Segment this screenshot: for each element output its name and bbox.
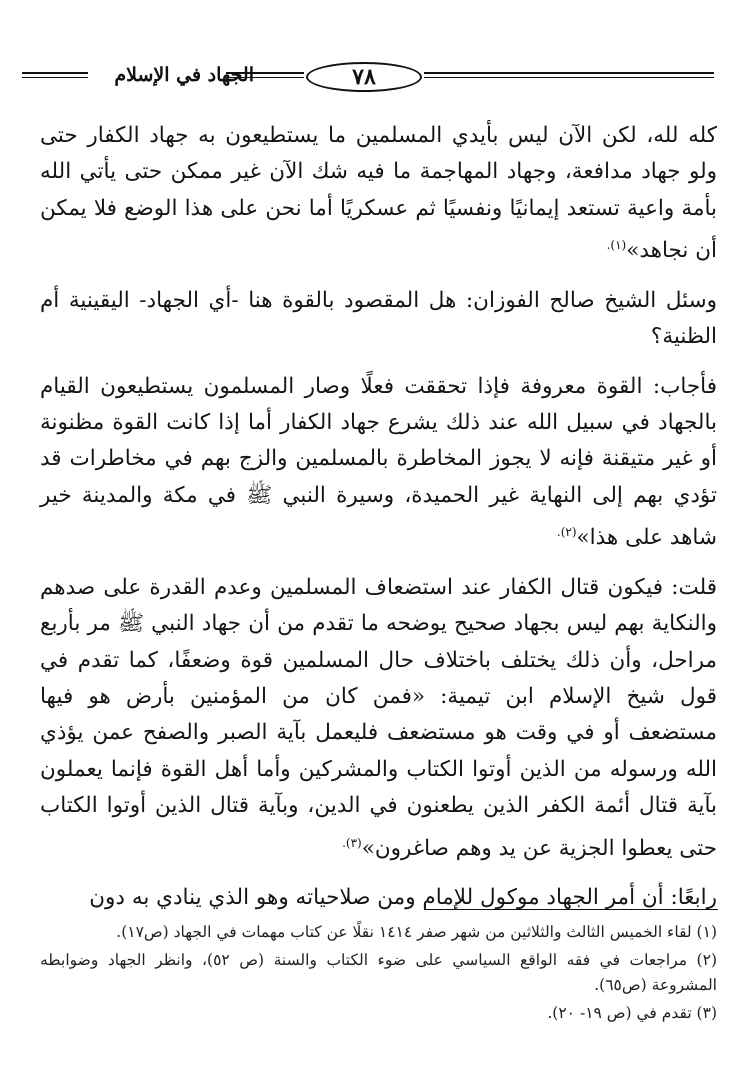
main-text bbox=[40, 118, 717, 930]
footnote: (٢) مراجعات في فقه الواقع السياسي على ضوء الكتاب والسنة (ص ٥٢)، وانظر الجهاد وضوابطه المشروعة (ص٦٥). bbox=[40, 951, 717, 994]
header-rule-right-top bbox=[424, 72, 714, 74]
paragraph: قلت: فيكون قتال الكفار عند استضعاف المسلمين وعدم القدرة على صدهم والنكاية بهم ليس بجهاد صحيح يوضحه ما تقدم من أن جهاد النبي ﷺ مر بأربع مراحل، وأن ذلك يختلف باختلاف حال المسلمين قوة وضعفًا، كما تقدم في قول شيخ الإسلام ابن تيمية: «فمن كان من المؤمنين بأرض هو فيها مستضعف أو في وقت هو مستضعف فليعمل بآية الصبر والصفح عمن يؤذي الله ورسوله من الذين أوتوا الكتاب والمشركين وأما أهل القوة فإنما يعملون بآية قتال أئمة الكفر الذين يطعنون في الدين، وبآية قتال الذين أوتوا الكتاب حتى يعطوا الجزية عن يد وهم صاغرون»$^{(٣).}$ bbox=[40, 574, 717, 861]
header-rule-left-bottom bbox=[22, 77, 88, 78]
paragraph: فأجاب: القوة معروفة فإذا تحققت فعلًا وصار المسلمون يستطيعون القيام بالجهاد في سبيل الله عند ذلك يشرع جهاد الكفار أما إذا كانت القوة مظنونة أو غير متيقنة فإنه لا يجوز المخاطرة بالمسلمين والزج بهم في مخاطرات قد تؤدي بهم إلى النهاية غير الحميدة، وسيرة النبي ﷺ في مكة والمدينة خير شاهد على هذا»$^{(٢).}$ bbox=[40, 373, 717, 551]
footnote-ref: (٣). bbox=[342, 835, 362, 850]
paragraph: كله لله، لكن الآن ليس بأيدي المسلمين ما يستطيعون به جهاد الكفار حتى ولو جهاد مدافعة، وجهاد المهاجمة ما فيه شك الآن غير ممكن حتى يأتي الله بأمة واعية تستعد إيمانيًا ونفسيًا ثم عسكريًا أما نحن على هذا الوضع فلا يمكن أن نجاهد»$^{(١).}$ bbox=[40, 123, 717, 264]
footnote-ref: (٢). bbox=[556, 525, 577, 540]
page-number: ٧٨ bbox=[306, 62, 422, 92]
footnote-ref: (١). bbox=[606, 238, 627, 253]
page-header bbox=[22, 58, 714, 98]
footnote: (١) لقاء الخميس الثالث والثلاثين من شهر صفر ١٤١٤ نقلًا عن كتاب مهمات في الجهاد (ص١٧). bbox=[116, 923, 717, 941]
header-rule-left-top bbox=[22, 72, 88, 74]
paragraph: وسئل الشيخ صالح الفوزان: هل المقصود بالقوة هنا -أي الجهاد- اليقينية أم الظنية؟ bbox=[40, 287, 717, 350]
paragraph: رابعًا: أن أمر الجهاد موكول للإمام ومن صلاحياته وهو الذي ينادي به دون bbox=[89, 885, 717, 911]
footnote-separator bbox=[424, 909, 718, 910]
header-rule-right-bottom bbox=[424, 77, 714, 78]
running-title: الجهاد في الإسلام bbox=[114, 64, 254, 86]
footnote: (٣) تقدم في (ص ١٩- ٢٠). bbox=[547, 1004, 717, 1022]
footnotes bbox=[40, 920, 717, 1029]
